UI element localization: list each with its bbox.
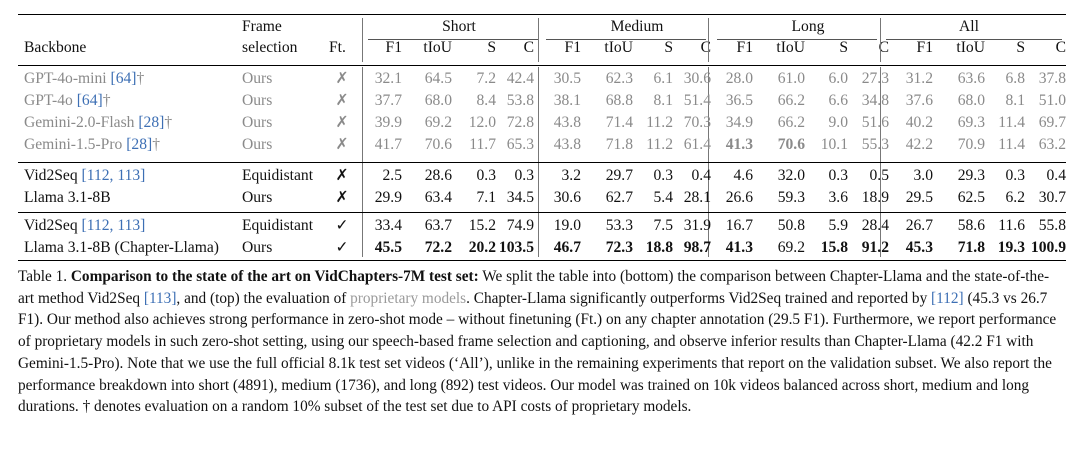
metric-value: 65.3 bbox=[506, 136, 534, 153]
metric-value: 7.5 bbox=[653, 217, 673, 234]
caption-text-1: We split the table into (bottom) the comparison between Chapter-Llama and the state-of-the-art method Vid2Seq bbox=[18, 268, 1050, 307]
metric-value: 0.5 bbox=[869, 167, 889, 184]
backbone-name bbox=[24, 237, 219, 259]
metric-value: 68.8 bbox=[605, 92, 633, 109]
metric-value: 42.4 bbox=[506, 70, 534, 87]
metric-value: 29.5 bbox=[905, 189, 933, 206]
col-separator bbox=[362, 18, 363, 62]
metric-value: 72.3 bbox=[605, 239, 633, 256]
metric-value: 43.8 bbox=[553, 136, 581, 153]
metric-value: 70.9 bbox=[957, 136, 985, 153]
caption-text-2: , and (top) the evaluation of bbox=[176, 289, 351, 307]
metric-value: 19.0 bbox=[553, 217, 581, 234]
frame-selection: Ours bbox=[242, 239, 273, 256]
metric-value: 12.0 bbox=[468, 114, 496, 131]
group-header-all: All bbox=[959, 18, 979, 35]
dagger-mark: † bbox=[164, 114, 173, 131]
metric-value: 20.2 bbox=[468, 239, 496, 256]
caption-citation-link[interactable]: [113] bbox=[143, 289, 177, 307]
group-rule-2 bbox=[18, 212, 1066, 213]
metric-value: 71.4 bbox=[605, 114, 633, 131]
metric-value: 8.1 bbox=[1005, 92, 1025, 109]
table-bottom-rule bbox=[18, 260, 1066, 261]
table-row bbox=[18, 237, 1066, 259]
backbone-label: GPT-4o bbox=[24, 92, 77, 109]
frame-selection: Ours bbox=[242, 136, 273, 153]
metric-value: 4.6 bbox=[733, 167, 753, 184]
metric-value: 26.7 bbox=[905, 217, 933, 234]
metric-header: tIoU bbox=[956, 39, 985, 56]
metric-value: 71.8 bbox=[957, 239, 985, 256]
metric-value: 53.8 bbox=[506, 92, 534, 109]
dagger-mark: † bbox=[136, 70, 145, 87]
table-row bbox=[18, 112, 1066, 134]
metric-value: 33.4 bbox=[374, 217, 402, 234]
frame-selection: Ours bbox=[242, 70, 273, 87]
group-header-short: Short bbox=[442, 18, 476, 35]
caption-citation-link[interactable]: [112] bbox=[931, 289, 964, 307]
metric-value: 62.7 bbox=[605, 189, 633, 206]
metric-header: S bbox=[1016, 39, 1025, 56]
metric-value: 7.1 bbox=[476, 189, 496, 206]
metric-value: 51.6 bbox=[861, 114, 889, 131]
metric-value: 31.9 bbox=[683, 217, 711, 234]
metric-value: 36.5 bbox=[725, 92, 753, 109]
caption-text-3: . Chapter-Llama significantly outperforms Vid2Seq trained and reported by bbox=[466, 289, 932, 307]
metric-value: 30.5 bbox=[553, 70, 581, 87]
header-rule bbox=[18, 65, 1066, 66]
metric-value: 11.2 bbox=[646, 136, 673, 153]
header-backbone: Backbone bbox=[24, 39, 87, 56]
metric-value: 28.6 bbox=[424, 167, 452, 184]
metric-value: 69.7 bbox=[1038, 114, 1066, 131]
table-row bbox=[18, 68, 1066, 90]
metric-value: 6.6 bbox=[828, 92, 848, 109]
group-header-medium: Medium bbox=[610, 18, 664, 35]
metric-value: 69.2 bbox=[424, 114, 452, 131]
metric-value: 3.0 bbox=[913, 167, 933, 184]
backbone-name bbox=[24, 187, 111, 209]
metric-value: 63.6 bbox=[957, 70, 985, 87]
metric-value: 45.5 bbox=[374, 239, 402, 256]
metric-header: tIoU bbox=[604, 39, 633, 56]
metric-value: 10.1 bbox=[820, 136, 848, 153]
backbone-label: Vid2Seq bbox=[24, 217, 82, 234]
metric-value: 5.4 bbox=[653, 189, 673, 206]
metric-value: 70.6 bbox=[424, 136, 452, 153]
table-row bbox=[18, 90, 1066, 112]
metric-value: 16.7 bbox=[725, 217, 753, 234]
caption-text-4: (45.3 vs 26.7 F1). Our method also achieves strong performance in zero-shot mode – without finetuning (Ft.) on any chapter annotation (29.5 F1). Furthermore, we report performance of proprietary models in such zero-shot setting, using our speech-based frame selection and captioning, and observe inferior results than Chapter-Llama (42.2 F1 with Gemini-1.5-Pro). Note that we use the full official 8.1k test set videos (‘All’), unlike in the remaining experiments that report on the validation subset. We also report the performance breakdown into short (4891), medium (1736), and long (892) test videos. Our model was trained on 10k videos balanced across short, medium and long durations. † denotes evaluation on a random 10% subset of the test set due to API costs of proprietary models. bbox=[18, 289, 1057, 416]
metric-value: 63.2 bbox=[1038, 136, 1066, 153]
metric-value: 72.8 bbox=[506, 114, 534, 131]
backbone-name bbox=[24, 112, 172, 134]
backbone-label: Gemini-2.0-Flash bbox=[24, 114, 139, 131]
backbone-label: Vid2Seq bbox=[24, 167, 82, 184]
metric-value: 28.1 bbox=[683, 189, 711, 206]
metric-value: 0.4 bbox=[1046, 167, 1066, 184]
col-separator bbox=[708, 18, 709, 62]
metric-value: 61.4 bbox=[683, 136, 711, 153]
metric-value: 91.2 bbox=[861, 239, 889, 256]
backbone-name bbox=[24, 134, 160, 156]
metric-value: 46.7 bbox=[553, 239, 581, 256]
metric-header: C bbox=[1055, 39, 1066, 56]
backbone-label: Gemini-1.5-Pro bbox=[24, 136, 127, 153]
citation-link[interactable]: [64] bbox=[76, 92, 103, 109]
metric-value: 39.9 bbox=[374, 114, 402, 131]
metric-value: 32.1 bbox=[374, 70, 402, 87]
metric-header: S bbox=[839, 39, 848, 56]
metric-value: 2.5 bbox=[382, 167, 402, 184]
metric-value: 31.2 bbox=[905, 70, 933, 87]
metric-value: 61.0 bbox=[777, 70, 805, 87]
metric-value: 0.3 bbox=[476, 167, 496, 184]
metric-value: 0.4 bbox=[691, 167, 711, 184]
metric-value: 69.3 bbox=[957, 114, 985, 131]
metric-value: 6.0 bbox=[828, 70, 848, 87]
metric-value: 29.3 bbox=[957, 167, 985, 184]
metric-value: 53.3 bbox=[605, 217, 633, 234]
metric-value: 68.0 bbox=[424, 92, 452, 109]
citation-link[interactable]: [112, 113] bbox=[81, 217, 146, 234]
metric-value: 29.7 bbox=[605, 167, 633, 184]
metric-header: F1 bbox=[385, 39, 402, 56]
metric-header: F1 bbox=[916, 39, 933, 56]
table-row bbox=[18, 165, 1066, 187]
dagger-mark: † bbox=[152, 136, 160, 153]
table-caption bbox=[18, 266, 1064, 418]
metric-value: 18.8 bbox=[645, 239, 673, 256]
metric-value: 30.6 bbox=[553, 189, 581, 206]
metric-value: 34.8 bbox=[861, 92, 889, 109]
metric-value: 42.2 bbox=[905, 136, 933, 153]
check-mark-icon: ✓ bbox=[335, 217, 349, 234]
table-row bbox=[18, 215, 1066, 237]
metric-value: 29.9 bbox=[374, 189, 402, 206]
group-header-long: Long bbox=[791, 18, 825, 35]
metric-value: 100.9 bbox=[1030, 239, 1066, 256]
metric-value: 28.0 bbox=[725, 70, 753, 87]
metric-value: 63.4 bbox=[424, 189, 452, 206]
metric-value: 18.9 bbox=[861, 189, 889, 206]
metric-value: 6.1 bbox=[653, 70, 673, 87]
metric-header: F1 bbox=[736, 39, 753, 56]
backbone-label: GPT-4o-mini bbox=[24, 70, 111, 87]
metric-header: S bbox=[664, 39, 673, 56]
metric-value: 30.6 bbox=[683, 70, 711, 87]
cross-mark-icon: ✗ bbox=[335, 92, 349, 109]
citation-link[interactable]: [64] bbox=[110, 70, 137, 87]
frame-selection: Equidistant bbox=[242, 217, 314, 234]
backbone-name bbox=[24, 215, 145, 237]
metric-value: 70.6 bbox=[777, 136, 805, 153]
metric-value: 3.2 bbox=[561, 167, 581, 184]
metric-value: 68.0 bbox=[957, 92, 985, 109]
metric-value: 41.3 bbox=[725, 239, 753, 256]
table-row bbox=[18, 187, 1066, 209]
metric-value: 34.5 bbox=[506, 189, 534, 206]
metric-value: 98.7 bbox=[683, 239, 711, 256]
caption-label: Table 1. bbox=[18, 268, 71, 285]
check-mark-icon: ✓ bbox=[335, 239, 349, 256]
metric-value: 37.6 bbox=[905, 92, 933, 109]
metric-value: 55.3 bbox=[861, 136, 889, 153]
metric-value: 41.3 bbox=[725, 136, 753, 153]
metric-value: 8.1 bbox=[653, 92, 673, 109]
metric-header: tIoU bbox=[423, 39, 452, 56]
metric-value: 62.3 bbox=[605, 70, 633, 87]
metric-header: C bbox=[523, 39, 534, 56]
metric-value: 51.0 bbox=[1038, 92, 1066, 109]
metric-value: 66.2 bbox=[777, 114, 805, 131]
cross-mark-icon: ✗ bbox=[335, 70, 349, 87]
metric-value: 103.5 bbox=[498, 239, 534, 256]
cross-mark-icon: ✗ bbox=[335, 136, 349, 153]
metric-value: 66.2 bbox=[777, 92, 805, 109]
metric-value: 70.3 bbox=[683, 114, 711, 131]
citation-link[interactable]: [28] bbox=[126, 136, 153, 153]
metric-value: 0.3 bbox=[1005, 167, 1025, 184]
metric-value: 71.8 bbox=[605, 136, 633, 153]
table-row bbox=[18, 134, 1066, 156]
metric-value: 34.9 bbox=[725, 114, 753, 131]
backbone-label: Llama 3.1-8B (Chapter-Llama) bbox=[24, 239, 219, 256]
backbone-name bbox=[24, 68, 144, 90]
metric-value: 40.2 bbox=[905, 114, 933, 131]
metric-value: 19.3 bbox=[997, 239, 1025, 256]
metric-value: 15.8 bbox=[820, 239, 848, 256]
metric-header: C bbox=[878, 39, 889, 56]
metric-value: 0.3 bbox=[514, 167, 534, 184]
metric-value: 9.0 bbox=[828, 114, 848, 131]
backbone-name bbox=[24, 90, 111, 112]
metric-value: 5.9 bbox=[828, 217, 848, 234]
metric-value: 8.4 bbox=[476, 92, 496, 109]
metric-value: 6.8 bbox=[1005, 70, 1025, 87]
metric-value: 43.8 bbox=[553, 114, 581, 131]
metric-value: 45.3 bbox=[905, 239, 933, 256]
dagger-mark: † bbox=[102, 92, 111, 109]
frame-selection: Ours bbox=[242, 189, 273, 206]
metric-value: 11.2 bbox=[646, 114, 673, 131]
cross-mark-icon: ✗ bbox=[335, 167, 349, 184]
group-rule-1 bbox=[18, 162, 1066, 163]
frame-selection: Equidistant bbox=[242, 167, 314, 184]
metric-value: 62.5 bbox=[957, 189, 985, 206]
metric-value: 59.3 bbox=[777, 189, 805, 206]
metric-value: 0.3 bbox=[653, 167, 673, 184]
backbone-name bbox=[24, 165, 145, 187]
metric-value: 37.7 bbox=[374, 92, 402, 109]
citation-link[interactable]: [112, 113] bbox=[81, 167, 146, 184]
citation-link[interactable]: [28] bbox=[138, 114, 165, 131]
metric-value: 26.6 bbox=[725, 189, 753, 206]
caption-title: Comparison to the state of the art on VidChapters-7M test set: bbox=[70, 268, 479, 285]
metric-value: 27.3 bbox=[861, 70, 889, 87]
cross-mark-icon: ✗ bbox=[335, 189, 349, 206]
metric-value: 6.2 bbox=[1005, 189, 1025, 206]
header-frame-selection-2: selection bbox=[242, 39, 298, 56]
metric-value: 11.6 bbox=[998, 217, 1025, 234]
metric-header: tIoU bbox=[776, 39, 805, 56]
metric-value: 30.7 bbox=[1038, 189, 1066, 206]
metric-value: 3.6 bbox=[828, 189, 848, 206]
metric-value: 72.2 bbox=[424, 239, 452, 256]
metric-value: 15.2 bbox=[468, 217, 496, 234]
col-separator bbox=[880, 18, 881, 62]
metric-value: 58.6 bbox=[957, 217, 985, 234]
metric-value: 41.7 bbox=[374, 136, 402, 153]
metric-header: C bbox=[700, 39, 711, 56]
metric-value: 74.9 bbox=[506, 217, 534, 234]
metric-value: 50.8 bbox=[777, 217, 805, 234]
metric-value: 32.0 bbox=[777, 167, 805, 184]
table-top-rule bbox=[18, 14, 1066, 15]
metric-value: 55.8 bbox=[1038, 217, 1066, 234]
metric-value: 11.7 bbox=[469, 136, 496, 153]
backbone-label: Llama 3.1-8B bbox=[24, 189, 111, 206]
caption-proprietary-models: proprietary models bbox=[350, 289, 467, 307]
metric-value: 11.4 bbox=[998, 114, 1025, 131]
cross-mark-icon: ✗ bbox=[335, 114, 349, 131]
metric-value: 69.2 bbox=[777, 239, 805, 256]
metric-value: 63.7 bbox=[424, 217, 452, 234]
metric-value: 7.2 bbox=[476, 70, 496, 87]
frame-selection: Ours bbox=[242, 92, 273, 109]
frame-selection: Ours bbox=[242, 114, 273, 131]
metric-header: F1 bbox=[564, 39, 581, 56]
metric-value: 0.3 bbox=[828, 167, 848, 184]
metric-value: 28.4 bbox=[861, 217, 889, 234]
metric-value: 64.5 bbox=[424, 70, 452, 87]
metric-value: 38.1 bbox=[553, 92, 581, 109]
header-finetuned: Ft. bbox=[329, 39, 346, 56]
metric-header: S bbox=[487, 39, 496, 56]
metric-value: 37.8 bbox=[1038, 70, 1066, 87]
col-separator bbox=[538, 18, 539, 62]
metric-value: 51.4 bbox=[683, 92, 711, 109]
header-frame-selection-1: Frame bbox=[242, 18, 282, 35]
metric-value: 11.4 bbox=[998, 136, 1025, 153]
